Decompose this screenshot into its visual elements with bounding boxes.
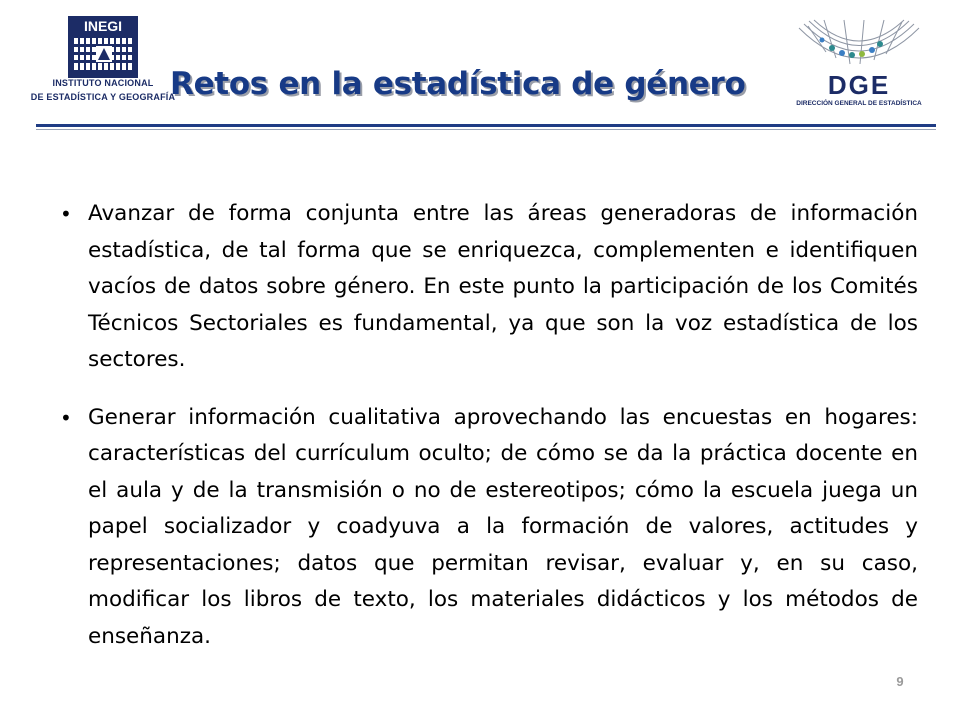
- bullet-dot-icon: •: [60, 405, 72, 430]
- bullet-text: Avanzar de forma conjunta entre las áreas generadoras de información estadística, de tal forma que se enriquezca, complementen e identifiquen vacíos de datos sobre género. En este punto la participación de los Comités Técnicos Sectoriales es fundamental, ya que son la voz estadística de los sectores.: [88, 201, 918, 372]
- inegi-acronym: INEGI: [83, 18, 123, 34]
- bullet-list: [60, 196, 918, 676]
- inegi-logo: [30, 16, 176, 108]
- bullet-item: [60, 196, 918, 379]
- header-divider: [36, 124, 936, 127]
- bullet-dot-icon: •: [60, 202, 72, 226]
- dge-subtitle: DIRECCIÓN GENERAL DE ESTADÍSTICA: [796, 100, 922, 107]
- bullet-text: Generar información cualitativa aprovechando las encuestas en hogares: características del currículum oculto; de cómo se da la práctica docente en el aula y de la transmisión o no de estereotipos; cómo la escuela juega un papel socializador y coadyuva a la formación de valores, actitudes y representaciones; datos que permitan revisar, evaluar y, en su caso, modificar los libros de texto, los materiales didácticos y los métodos de enseñanza.: [88, 404, 918, 649]
- inegi-name-line2: DE ESTADÍSTICA Y GEOGRAFÍA: [30, 92, 176, 102]
- bullet-item: [60, 400, 918, 656]
- inegi-emblem-icon: [68, 16, 138, 78]
- header-divider-thin: [36, 129, 936, 130]
- inegi-name-line1: INSTITUTO NACIONAL: [52, 78, 154, 88]
- slide-title: Retos en la estadística de género: [170, 66, 746, 102]
- dge-acronym: DGE: [827, 70, 891, 100]
- dge-globe-mesh-icon: [794, 18, 924, 76]
- page-number: 9: [896, 674, 904, 689]
- dge-logo: [784, 18, 934, 108]
